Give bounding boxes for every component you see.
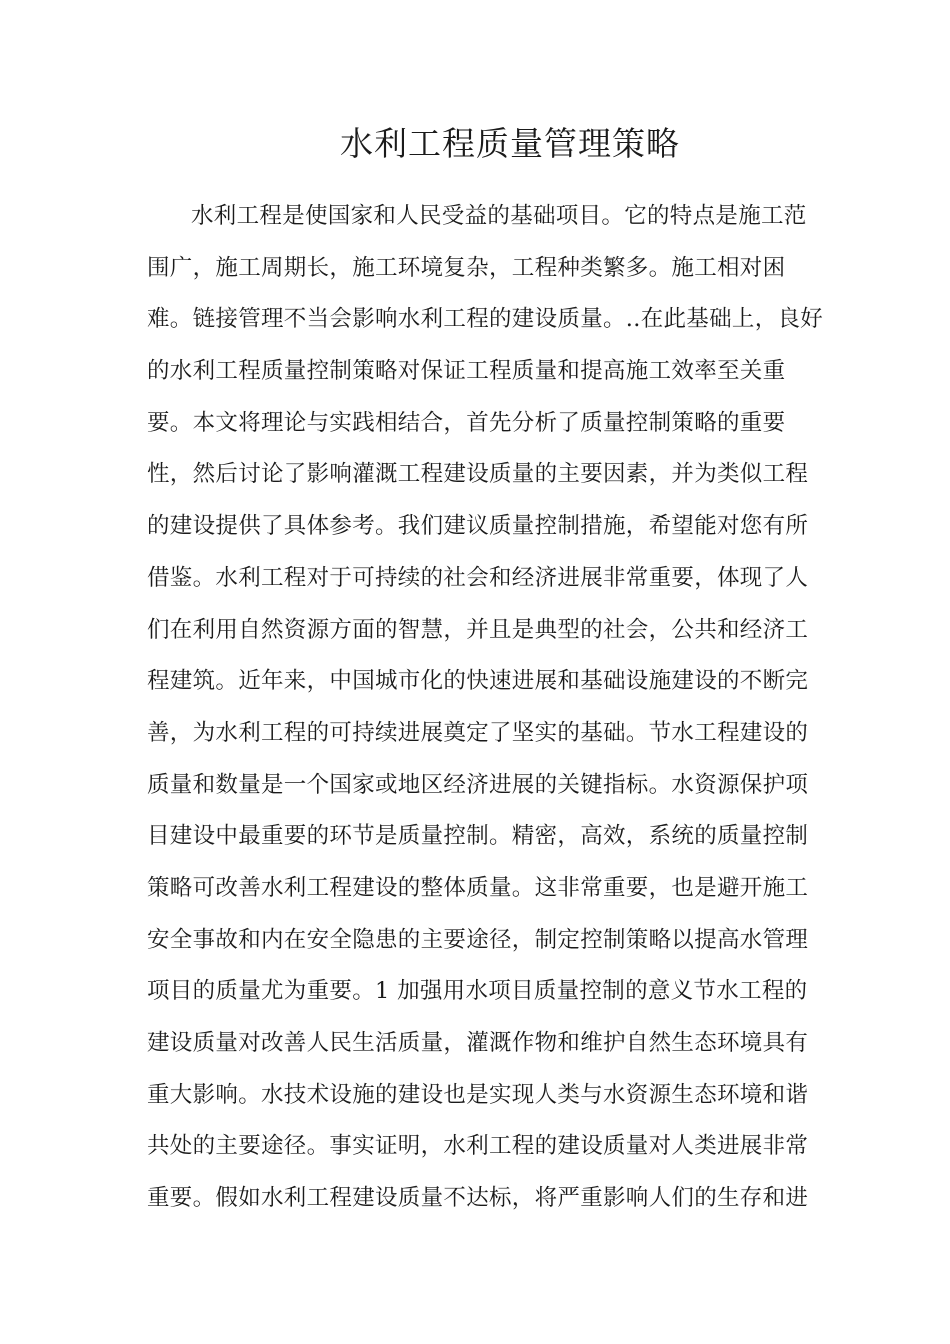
- text-line: 质量和数量是一个国家或地区经济进展的关键指标。水资源保护项: [147, 771, 809, 798]
- text-line: 围广，施工周期长，施工环境复杂，工程种类繁多。施工相对困: [147, 254, 786, 281]
- text-line: 水利工程是使国家和人民受益的基础项目。它的特点是施工范: [191, 203, 807, 229]
- text-line: 建设质量对改善人民生活质量，灌溉作物和维护自然生态环境具有: [147, 1030, 809, 1056]
- text-line: 善，为水利工程的可持续进展奠定了坚实的基础。节水工程建设的: [147, 719, 809, 746]
- text-line: 重要。假如水利工程建设质量不达标，将严重影响人们的生存和进: [147, 1185, 809, 1212]
- text-line: 项目的质量尤为重要。1 加强用水项目质量控制的意义节水工程的: [147, 978, 808, 1005]
- text-line: 程建筑。近年来，中国城市化的快速进展和基础设施建设的不断完: [147, 668, 809, 695]
- document-title: 水利工程质量管理策略: [340, 124, 680, 163]
- text-line: 借鉴。水利工程对于可持续的社会和经济进展非常重要，体现了人: [147, 564, 809, 591]
- text-line: 安全事故和内在安全隐患的主要途径，制定控制策略以提高水管理: [147, 926, 809, 953]
- text-line: 共处的主要途径。事实证明，水利工程的建设质量对人类进展非常: [147, 1133, 809, 1160]
- text-line: 性，然后讨论了影响灌溉工程建设质量的主要因素，并为类似工程: [147, 461, 809, 488]
- text-line: 们在利用自然资源方面的智慧，并且是典型的社会，公共和经济工: [147, 616, 809, 643]
- text-line: 目建设中最重要的环节是质量控制。精密，高效，系统的质量控制: [147, 823, 809, 850]
- text-line: 策略可改善水利工程建设的整体质量。这非常重要，也是避开施工: [147, 874, 809, 901]
- text-line: 重大影响。水技术设施的建设也是实现人类与水资源生态环境和谐: [147, 1081, 809, 1108]
- text-line: 的水利工程质量控制策略对保证工程质量和提高施工效率至关重: [147, 358, 786, 385]
- text-line: 难。链接管理不当会影响水利工程的建设质量。..在此基础上，良好: [147, 306, 824, 333]
- text-line: 要。本文将理论与实践相结合，首先分析了质量控制策略的重要: [147, 409, 786, 436]
- text-line: 的建设提供了具体参考。我们建议质量控制措施，希望能对您有所: [147, 513, 809, 540]
- body-paragraph: [147, 191, 824, 1225]
